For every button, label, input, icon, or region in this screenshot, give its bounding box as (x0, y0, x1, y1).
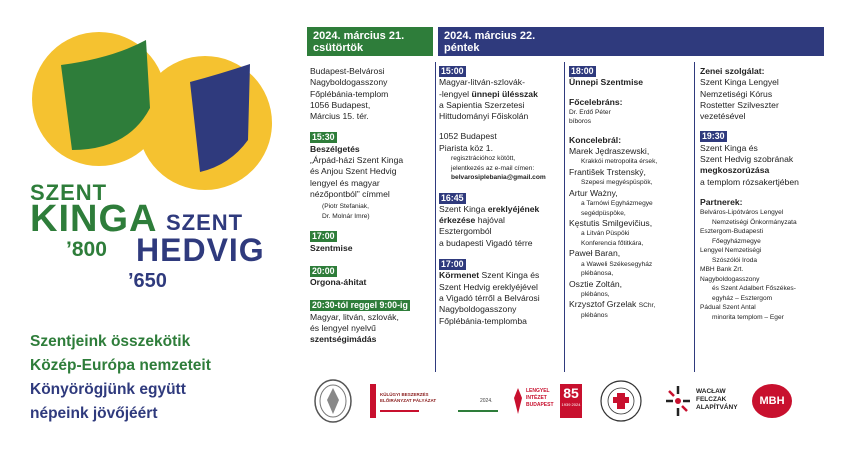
music-line: vezetésével (700, 111, 746, 122)
logo-kinga-label: KINGA (30, 198, 158, 240)
concelebrant-role: a Waweli Székesegyház (581, 260, 653, 268)
concelebrant-name: Marek Jędraszewski, (569, 146, 650, 157)
event-line: Magyar, litván, szlovák, (310, 311, 399, 322)
felczak-line: FELCZAK (696, 396, 727, 403)
concelebrant-label: Koncelebrál: (569, 134, 622, 145)
day2-column-2 (569, 66, 693, 320)
felczak-text (696, 388, 738, 412)
concelebrant-role: plébánosa, (581, 270, 614, 278)
polish-institute-logo (512, 378, 554, 424)
partner-line: Pádual Szent Antal (700, 304, 756, 312)
time-badge: 15:30 (312, 132, 335, 143)
event-line: a templom rózsakertjében (700, 176, 799, 187)
time-badge: 20:30-tól reggel 9:00-ig (312, 300, 408, 311)
logo-szent-kinga-label: SZENT (30, 180, 108, 205)
concelebrant-name: Kęstutis Smilgevičius, (569, 218, 653, 229)
time-badge: 19:30 (702, 131, 725, 142)
address-line: Piarista köz 1. (439, 142, 493, 153)
event-title: Szentmise (310, 242, 353, 253)
event-speaker: Dr. Molnár Imre) (322, 212, 370, 220)
partner-line: és Szent Adalbert Főszékes- (712, 285, 796, 293)
event-title: Beszélgetés (310, 143, 360, 154)
location-line: Főplébánia-templom (310, 88, 389, 99)
institute-line: LENGYEL (526, 388, 550, 394)
day1-location (310, 66, 432, 122)
day1-header (307, 27, 433, 56)
music-line: Nemzetiségi Kórus (700, 88, 773, 99)
institute-line: BUDAPEST (526, 402, 554, 408)
time-badge: 17:00 (441, 259, 464, 270)
anniversary-number: 85 (563, 385, 579, 401)
felczak-star-icon (662, 378, 694, 424)
event-line: Nagyboldogasszony (439, 304, 517, 315)
event-line: és Anjou Szent Hedvig (310, 166, 397, 177)
event-line: Szent Hedvig ereklyéjével (439, 281, 538, 292)
day2-weekday: péntek (444, 42, 480, 54)
music-line: Rostetter Szilveszter (700, 99, 779, 110)
logo-650-label: ’650 (128, 270, 167, 292)
concelebrant-role: Konferencia főtitkára, (581, 239, 644, 247)
partner-line: Nemzetiségi Önkormányzata (712, 218, 797, 226)
day2-column-3 (700, 66, 832, 322)
polish-ministry-seal (598, 378, 644, 424)
celebrant-label: Főcelebráns: (569, 96, 623, 107)
event-line: hajóval (475, 215, 505, 226)
anniversary-badge (560, 384, 582, 418)
flag-bar (380, 410, 498, 412)
grant-text (380, 392, 436, 404)
divider-2 (564, 62, 565, 372)
concelebrant-name: Krzysztof Grzelak (569, 299, 639, 310)
logo-800-label: ’800 (66, 238, 107, 261)
event-line: -lengyel (439, 88, 472, 99)
event-line: Hittudományi Főiskolán (439, 111, 529, 122)
partner-line: egyház – Esztergom (712, 294, 773, 302)
grant-line: ELŐIRÁNYZAT PÁLYÁZAT (380, 398, 437, 403)
institute-figure-icon (512, 386, 524, 416)
concelebrant-role: Szepesi megyéspüspök, (581, 179, 653, 187)
event-title: érkezése (439, 215, 476, 226)
music-line: Szent Kinga Lengyel (700, 77, 779, 88)
event-line: Magyar-litván-szlovák- (439, 77, 525, 88)
day1-date: 2024. március 21. (313, 30, 405, 42)
day2-date: 2024. március 22. (444, 30, 536, 42)
event-line: „Árpád-házi Szent Kinga (310, 155, 404, 166)
partner-line: Esztergom-Budapesti (700, 228, 764, 236)
event-line: Szent Kinga és (479, 270, 540, 281)
partner-line: Főegyházmegye (712, 237, 761, 245)
grant-line: KÜLÜGYI BESZERZÉS (380, 392, 429, 397)
concelebrant-role: a Litván Püspöki (581, 230, 630, 238)
tagline-line-3: Könyörögjünk együtt (30, 381, 186, 398)
event-title: Körmenet (439, 270, 480, 281)
mbh-bank-logo: MBH (752, 384, 792, 418)
tagline-line-2: Közép-Európa nemzeteit (30, 357, 211, 374)
event-line: Esztergomból (439, 226, 492, 237)
event-line: lengyel és magyar (310, 177, 380, 188)
concelebrant-order: SChr, (638, 302, 656, 310)
day2-header (438, 27, 824, 56)
partner-line: Lengyel Nemzetiségi (700, 247, 762, 255)
concelebrant-name: František Trstenský, (569, 166, 646, 177)
event-title: Ünnepi Szentmise (569, 77, 644, 88)
time-badge: 18:00 (571, 66, 594, 76)
event-title: ünnepi ülésszak (471, 88, 538, 99)
partner-line: Nagyboldogasszony (700, 275, 760, 283)
event-title: szentségimádás (310, 334, 377, 345)
concelebrant-name: Paweł Baran, (569, 248, 621, 259)
government-grant-logo (370, 378, 500, 424)
grant-year: 2024. (480, 398, 493, 404)
email-link[interactable]: belvarosiplebania@gmail.com (451, 174, 546, 182)
day1-column (310, 66, 432, 346)
day1-weekday: csütörtök (313, 42, 364, 54)
divider-3 (694, 62, 695, 372)
event-line: Főplébánia-templomba (439, 315, 527, 326)
time-badge: 15:00 (441, 66, 464, 76)
event-line: Szent Kinga (439, 203, 488, 214)
concelebrant-role: plébános, (581, 290, 610, 298)
location-line: Március 15. tér. (310, 111, 369, 122)
event-line: a Vigadó térről a Belvárosi (439, 292, 540, 303)
event-speaker: (Piotr Stefaniak, (322, 203, 369, 211)
event-title: ereklyéjének (487, 203, 540, 214)
music-label: Zenei szolgálat: (700, 66, 765, 76)
institute-line: INTÉZET (526, 395, 547, 401)
tagline-line-1: Szentjeink összekötik (30, 333, 191, 350)
concelebrant-role: plébános (581, 311, 608, 319)
event-line: Szent Kinga és (700, 142, 758, 153)
flag-stripe (370, 384, 376, 418)
partner-line: Belváros-Lipótváros Lengyel (700, 209, 784, 217)
divider-1 (435, 62, 436, 372)
event-line: Szent Hedvig szobrának (700, 154, 794, 165)
event-line: és lengyel nyelvű (310, 323, 376, 334)
logo-hedvig-label: HEDVIG (136, 232, 265, 268)
logo-szent-hedvig-label: SZENT (166, 210, 244, 235)
partner-line: minorita templom – Eger (712, 313, 784, 321)
time-badge: 17:00 (312, 231, 335, 242)
parish-seal-logo (313, 378, 353, 424)
partner-line: MBH Bank Zrt. (700, 266, 744, 274)
concelebrant-role: a Tarnówi Egyházmegye (581, 200, 653, 208)
registration-note: regisztrációhoz kötött, (451, 155, 516, 163)
time-badge: 20:00 (312, 265, 335, 276)
concelebrant-role: Krakkói metropolita érsek, (581, 158, 658, 166)
event-title: Orgona-áhitat (310, 277, 367, 288)
concelebrant-name: Osztie Zoltán, (569, 278, 623, 289)
felczak-line: WACŁAW (696, 388, 726, 395)
celebrant-name: Dr. Erdő Péter (569, 108, 611, 116)
institute-text (526, 388, 554, 409)
location-line: Nagyboldogasszony (310, 77, 388, 88)
felczak-line: ALAPÍTVÁNY (696, 404, 738, 411)
partner-line: Szószólói Iroda (712, 256, 758, 264)
partners-label: Partnerek: (700, 196, 743, 207)
concelebrant-name: Artur Ważny, (569, 187, 618, 198)
event-title: megkoszorúzása (700, 165, 770, 176)
anniversary-years: 1939 2024 (561, 402, 581, 407)
location-line: 1056 Budapest, (310, 99, 371, 110)
event-line: nézőpontból” címmel (310, 188, 390, 199)
partners-list (700, 208, 832, 322)
time-badge: 16:45 (441, 192, 464, 203)
tagline-line-4: népeink jövőjéért (30, 405, 158, 422)
registration-note: jelentkezés az e-mail címen: (451, 164, 535, 172)
day2-column-1 (439, 66, 563, 327)
address-line: 1052 Budapest (439, 131, 497, 142)
event-line: a Sapientia Szerzetesi (439, 99, 525, 110)
concelebrant-role: segédpüspöke, (581, 209, 626, 217)
location-line: Budapest-Belvárosi (310, 66, 385, 76)
celebrant-role: bíboros (569, 118, 591, 126)
event-line: a budapesti Vigadó térre (439, 237, 533, 248)
